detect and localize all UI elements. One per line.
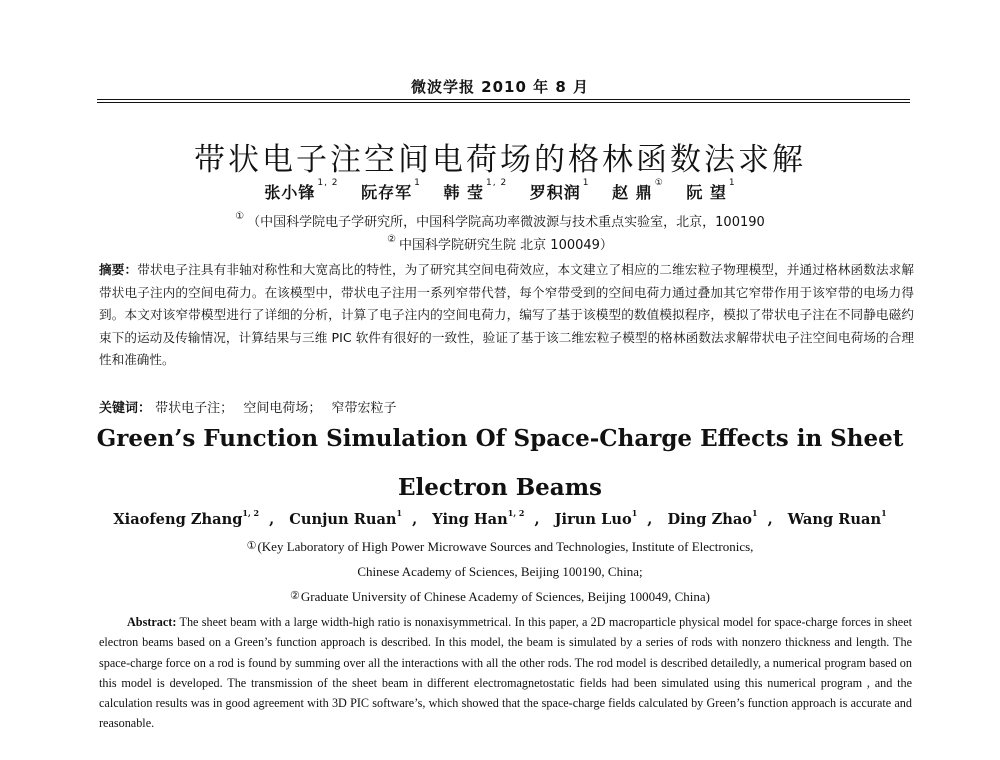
chinese-authors [0,180,1000,203]
chinese-affiliation-1: ① （中国科学院电子学研究所，中国科学院高功率微波源与技术重点实验室，北京，100190 [235,211,765,230]
english-affiliation-1: ①(Key Laboratory of High Power Microwave Sources and Technologies, Institute of Electronics, [246,539,754,554]
keywords-label: 关键词： [99,401,152,416]
chinese-title: 带状电子注空间电荷场的格林函数法求解 [194,142,806,178]
cn-author: 阮 望 $^1$ [686,178,736,202]
cn-author: 阮存军 $^1$ [361,178,421,202]
en-author: Xiaofeng Zhang$^{1, 2}$ [113,508,260,528]
english-abstract [99,612,912,734]
running-header: 微波学报 2010 年 8 月 [410,78,590,96]
english-title-line-1: Green’s Function Simulation Of Space-Charge Effects in Sheet [96,425,904,452]
keyword: 窄带宏粒子 [331,401,397,416]
chinese-affiliation-2: ② 中国科学院研究生院 北京 100049） [387,234,613,253]
header-rule-thin [97,102,910,103]
cn-author: 赵 鼎 ① [612,178,664,202]
cn-author: 韩 莹 $^{1, 2}$ [443,178,508,202]
english-abstract-label: Abstract: [127,615,177,629]
english-authors: Xiaofeng Zhang$^{1, 2}$ , Cunjun Ruan$^1$ , Ying Han$^{1, 2}$ , Jirun Luo$^1$ , Ding Zhao$^1$ , Wang Ruan$^1$ [113,508,887,528]
chinese-abstract [99,259,914,372]
cn-author: 张小锋 $^{1, 2}$ [264,178,339,202]
en-author: Wang Ruan$^1$ [787,508,887,528]
keyword: 带状电子注； [155,401,234,416]
en-author: Cunjun Ruan$^1$ [289,508,403,528]
chinese-keywords [99,397,402,416]
english-affiliation-1-cont: Chinese Academy of Sciences, Beijing 100190, China; [357,564,643,579]
cn-author: 罗积润 $^1$ [529,178,590,202]
en-author: Jirun Luo$^1$ [554,508,638,528]
en-author: Ying Han$^{1, 2}$ [432,508,525,528]
keyword: 空间电荷场； [243,401,322,416]
english-abstract-text: The sheet beam with a large width-high ratio is nonaxisymmetrical. In this paper, a 2D macroparticle physical model for space-charge forces in sheet electron beams based on a Green’s function approach is described. In this model, the beam is simulated by a series of rods with nonzero thickness and length. The space-charge force on a rod is found by summing over all the interactions with all the other rods. The rod model is described detailedly, a numerical program based on this model is developed. The transmission of the sheet beam in different electromagnetostatic fields had been simulated using this numerical program , and the calculation results was in good agreement with 3D PIC software’s, which showed that the space-charge fields calculated by Green’s function approach is accurate and reasonable. [99,615,912,731]
header-rule-thick [97,99,910,100]
english-title-line-2: Electron Beams [398,474,602,501]
chinese-abstract-text: 带状电子注具有非轴对称性和大宽高比的特性，为了研究其空间电荷效应，本文建立了相应的二维宏粒子物理模型，并通过格林函数法求解带状电子注内的空间电荷力。在该模型中，带状电子注用一系列窄带代替，每个窄带受到的空间电荷力通过叠加其它窄带作用于该窄带的电场力得到。本文对该窄带模型进行了详细的分析，计算了电子注内的空间电荷力，编写了基于该模型的数值模拟程序，模拟了带状电子注在不同静电磁约束下的运动及传输情况，计算结果与三维 PIC 软件有很好的一致性，验证了基于该二维宏粒子模型的格林函数法求解带状电子注空间电荷场的合理性和准确性。 [99,262,915,368]
en-author: Ding Zhao$^1$ [667,508,758,528]
chinese-abstract-label: 摘要： [99,262,138,277]
english-affiliation-2: ②Graduate University of Chinese Academy of Sciences, Beijing 100049, China) [290,589,710,604]
